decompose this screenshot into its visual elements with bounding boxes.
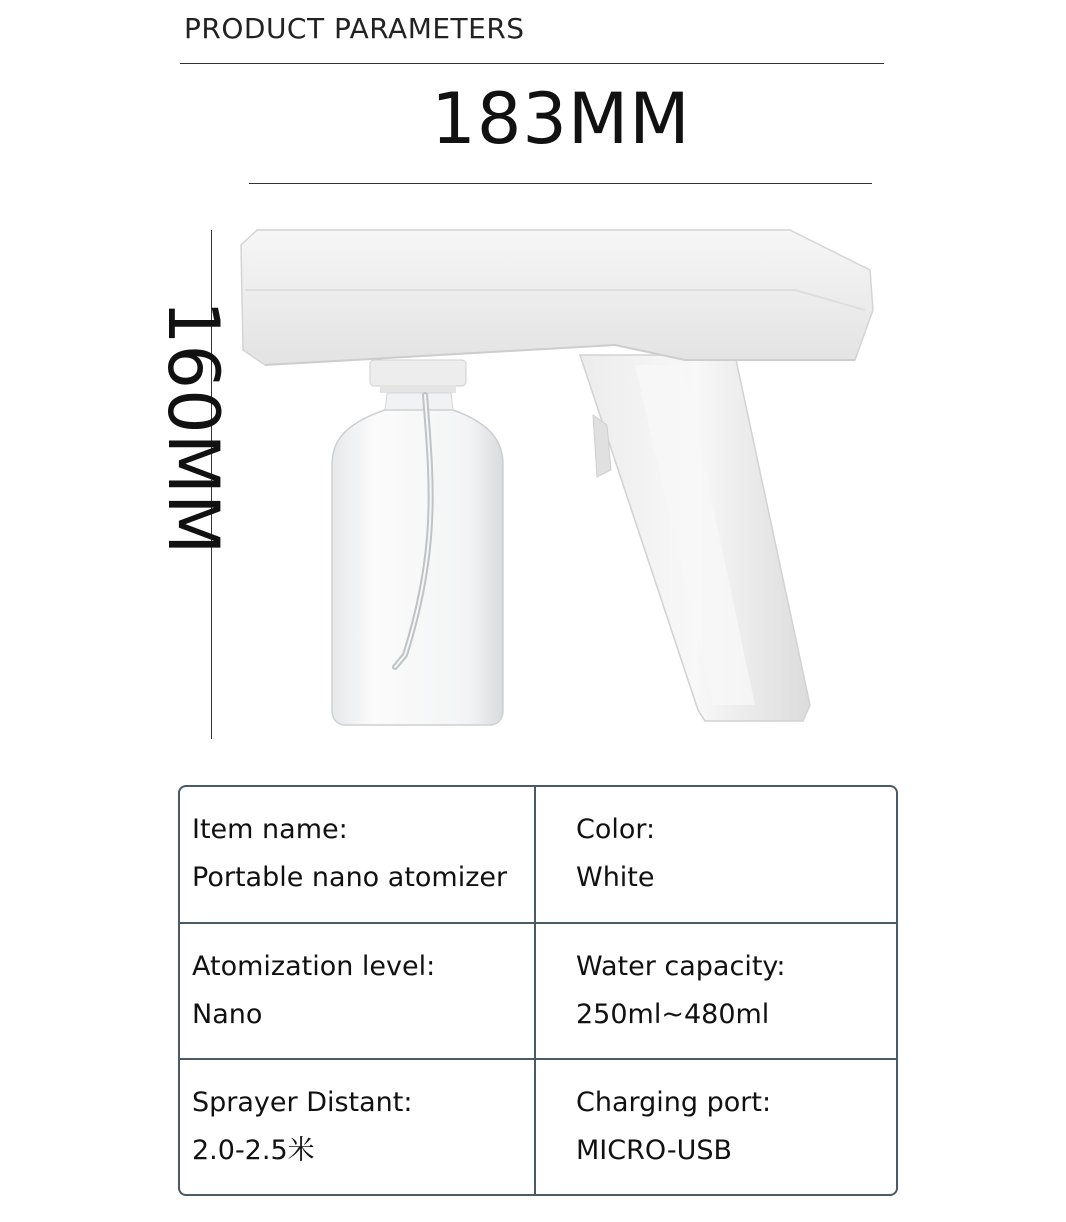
spec-value: MICRO-USB	[576, 1135, 733, 1167]
spec-label: Item name:	[192, 814, 348, 846]
spec-cell-charging-port	[536, 1060, 896, 1194]
table-row	[180, 924, 896, 1061]
spec-value: White	[576, 862, 655, 894]
table-row	[180, 1060, 896, 1194]
spec-value: 2.0-2.5米	[192, 1135, 315, 1167]
width-dimension-line	[249, 183, 872, 184]
spec-value: Portable nano atomizer	[192, 862, 508, 894]
height-dimension-label: 160MM	[152, 300, 234, 555]
spec-label: Atomization level:	[192, 950, 436, 982]
width-dimension-label: 183MM	[431, 78, 691, 160]
spec-cell-water-capacity	[536, 924, 896, 1061]
spec-cell-color	[536, 787, 896, 924]
spec-cell-sprayer-distant	[180, 1060, 536, 1194]
nano-atomizer-spray-gun-image	[235, 215, 885, 735]
spec-label: Charging port:	[576, 1087, 772, 1119]
spec-label: Color:	[576, 814, 656, 846]
page-title: PRODUCT PARAMETERS	[184, 12, 525, 45]
table-row	[180, 787, 896, 924]
spec-value: 250ml~480ml	[576, 998, 770, 1030]
divider	[180, 63, 884, 64]
spec-label: Water capacity:	[576, 950, 786, 982]
spec-value: Nano	[192, 998, 263, 1030]
specs-table	[178, 785, 898, 1196]
spec-label: Sprayer Distant:	[192, 1087, 413, 1119]
spec-cell-item-name	[180, 787, 536, 924]
spec-cell-atomization-level	[180, 924, 536, 1061]
